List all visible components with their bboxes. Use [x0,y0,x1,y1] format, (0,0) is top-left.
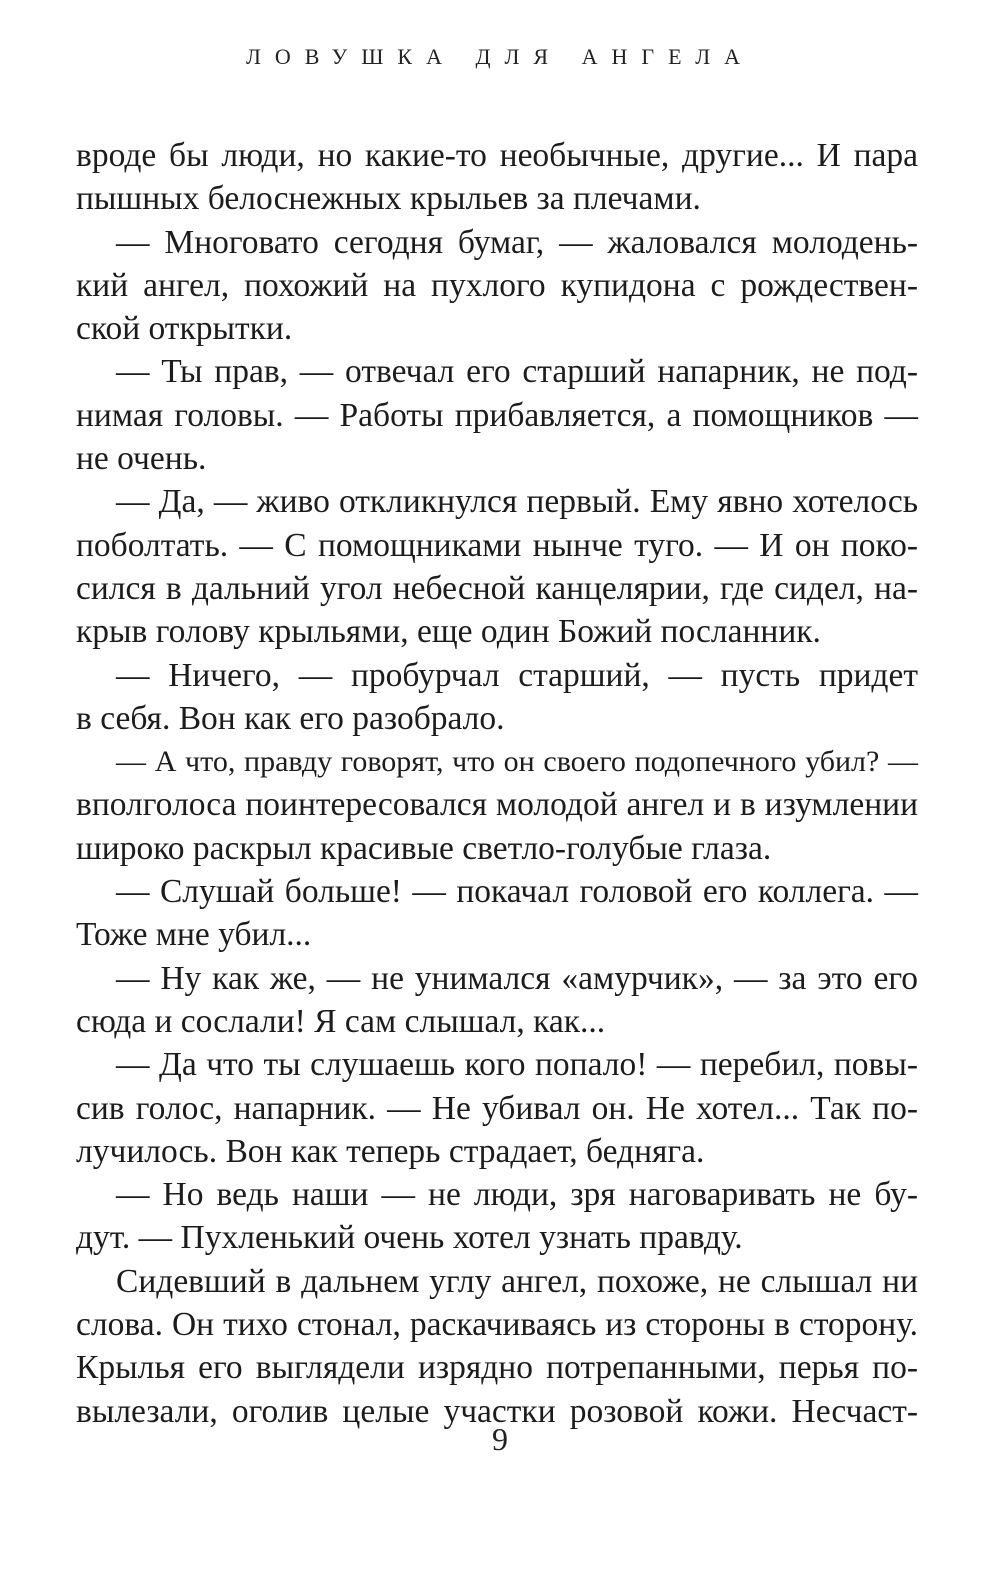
text-line: — А что, правду говорят, что он своего подопечного убил? — [116,745,918,779]
text-line: вылезали, оголив целые участки розовой кожи. Несчаст- [76,1392,918,1430]
text-line: ской открытки. [76,310,293,348]
text-line: — Да что ты слушаешь кого попало! — перебил, повы- [116,1046,918,1084]
text-line: сился в дальний угол небесной канцелярии, где сидел, на- [76,569,918,607]
text-line: нимая головы. — Работы прибавляется, а помощников — [76,396,918,434]
text-line: — Да, — живо откликнулся первый. Ему явно хотелось [116,483,918,521]
text-line: — Ну как же, — не унимался «амурчик», — за это его [116,959,918,997]
text-line: — Ты прав, — отвечал его старший напарник, не под- [116,353,918,391]
text-line: сив голос, напарник. — Не убивал он. Не хотел... Так по- [76,1089,918,1127]
text-line: сюда и сослали! Я сам слышал, как... [76,1002,606,1040]
text-line: — Многовато сегодня бумаг, — жаловался молодень- [116,223,918,261]
text-line: пышных белоснежных крыльев за плечами. [76,180,701,218]
page-number: 9 [492,1421,508,1457]
running-header: ЛОВУШКА ДЛЯ АНГЕЛА [245,44,755,69]
text-line: Крылья его выглядели изрядно потрепанными, перья по- [76,1349,918,1387]
text-line: поболтать. — С помощниками нынче туго. — И он поко- [76,526,918,564]
body-text [76,134,918,1433]
text-line: кий ангел, похожий на пухлого купидона с рождествен- [76,266,918,304]
text-line: вроде бы люди, но какие-то необычные, другие... И пара [76,137,918,174]
text-line: — Но ведь наши — не люди, зря наговаривать не бу- [116,1176,918,1214]
text-line: Тоже мне убил... [76,916,312,954]
text-line: широко раскрыл красивые светло-голубые глаза. [76,829,772,867]
text-line: слова. Он тихо стонал, раскачиваясь из стороны в сторону. [76,1306,918,1344]
text-line: дут. — Пухленький очень хотел узнать правду. [76,1219,743,1257]
text-line: — Слушай больше! — покачал головой его коллега. — [116,873,918,911]
text-line: Сидевший в дальнем углу ангел, похоже, не слышал ни [116,1262,918,1300]
text-line: — Ничего, — пробурчал старший, — пусть придет [116,656,918,694]
text-line: крыв голову крыльями, еще один Божий посланник. [76,613,821,651]
text-line: не очень. [76,440,207,478]
text-line: лучилось. Вон как теперь страдает, бедняга. [76,1132,705,1170]
text-line: вполголоса поинтересовался молодой ангел и в изумлении [76,786,918,824]
text-line: в себя. Вон как его разобрало. [76,699,505,737]
